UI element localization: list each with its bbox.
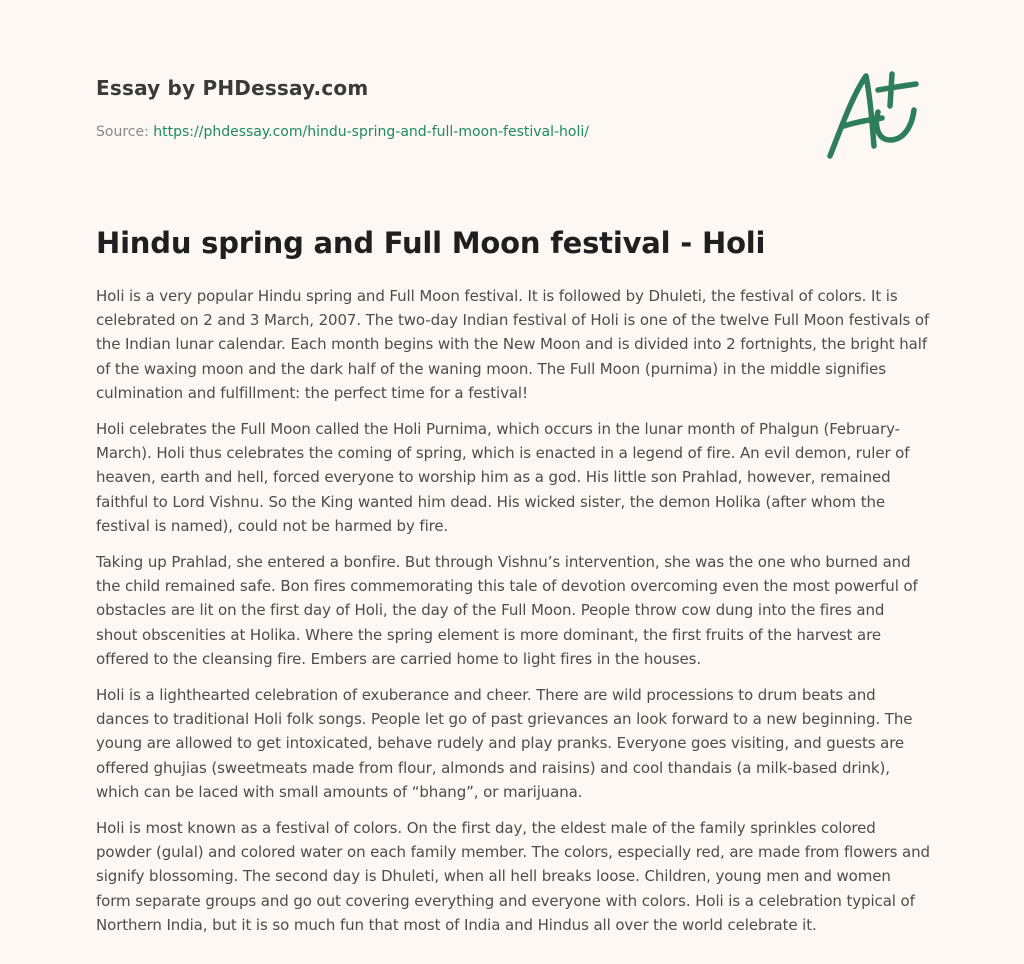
- essay-title: Hindu spring and Full Moon festival - Holi: [96, 226, 766, 260]
- paragraph: Taking up Prahlad, she entered a bonfire. But through Vishnu’s intervention, she was the one who burned and the child remained safe. Bon fires commemorating this tale of devotion overcoming even the most powerful of obstacles are lit on the first day of Holi, the day of the Full Moon. People throw cow dung into the fires and shout obscenities at Holika. Where the spring element is more dominant, the first fruits of the harvest are offered to the cleansing fire. Embers are carried home to light fires in the houses.: [96, 553, 918, 668]
- source-link[interactable]: https://phdessay.com/hindu-spring-and-full-moon-festival-holi/: [153, 124, 589, 140]
- source-line: [96, 124, 589, 140]
- a-plus-grade-icon: [822, 66, 930, 166]
- essay-body: [96, 284, 930, 949]
- paragraph: Holi is a lighthearted celebration of exuberance and cheer. There are wild processions to drum beats and dances to traditional Holi folk songs. People let go of past grievances an look forward to a new beginning. The young are allowed to get intoxicated, behave rudely and play pranks. Everyone goes visiting, and guests are offered ghujias (sweetmeats made from flour, almonds and raisins) and cool thandais (a milk-based drink), which can be laced with small amounts of “bhang”, or marijuana.: [96, 686, 913, 801]
- site-brand: Essay by PHDessay.com: [96, 76, 369, 100]
- paragraph: Holi is most known as a festival of colors. On the first day, the eldest male of the family sprinkles colored powder (gulal) and colored water on each family member. The colors, especially red, are made from flowers and signify blossoming. The second day is Dhuleti, when all hell breaks loose. Children, young men and women form separate groups and go out covering everything and everyone with colors. Holi is a celebration typical of Northern India, but it is so much fun that most of India and Hindus all over the world celebrate it.: [96, 819, 930, 934]
- paragraph: Holi is a very popular Hindu spring and Full Moon festival. It is followed by Dhuleti, the festival of colors. It is celebrated on 2 and 3 March, 2007. The two-day Indian festival of Holi is one of the twelve Full Moon festivals of the Indian lunar calendar. Each month begins with the New Moon and is divided into 2 fortnights, the bright half of the waxing moon and the dark half of the waning moon. The Full Moon (purnima) in the middle signifies culmination and fulfillment: the perfect time for a festival!: [96, 287, 930, 402]
- paragraph: Holi celebrates the Full Moon called the Holi Purnima, which occurs in the lunar month of Phalgun (February-March). Holi thus celebrates the coming of spring, which is enacted in a legend of fire. An evil demon, ruler of heaven, earth and hell, forced everyone to worship him as a god. His little son Prahlad, however, remained faithful to Lord Vishnu. So the King wanted him dead. His wicked sister, the demon Holika (after whom the festival is named), could not be harmed by fire.: [96, 420, 910, 535]
- source-label: Source:: [96, 124, 154, 140]
